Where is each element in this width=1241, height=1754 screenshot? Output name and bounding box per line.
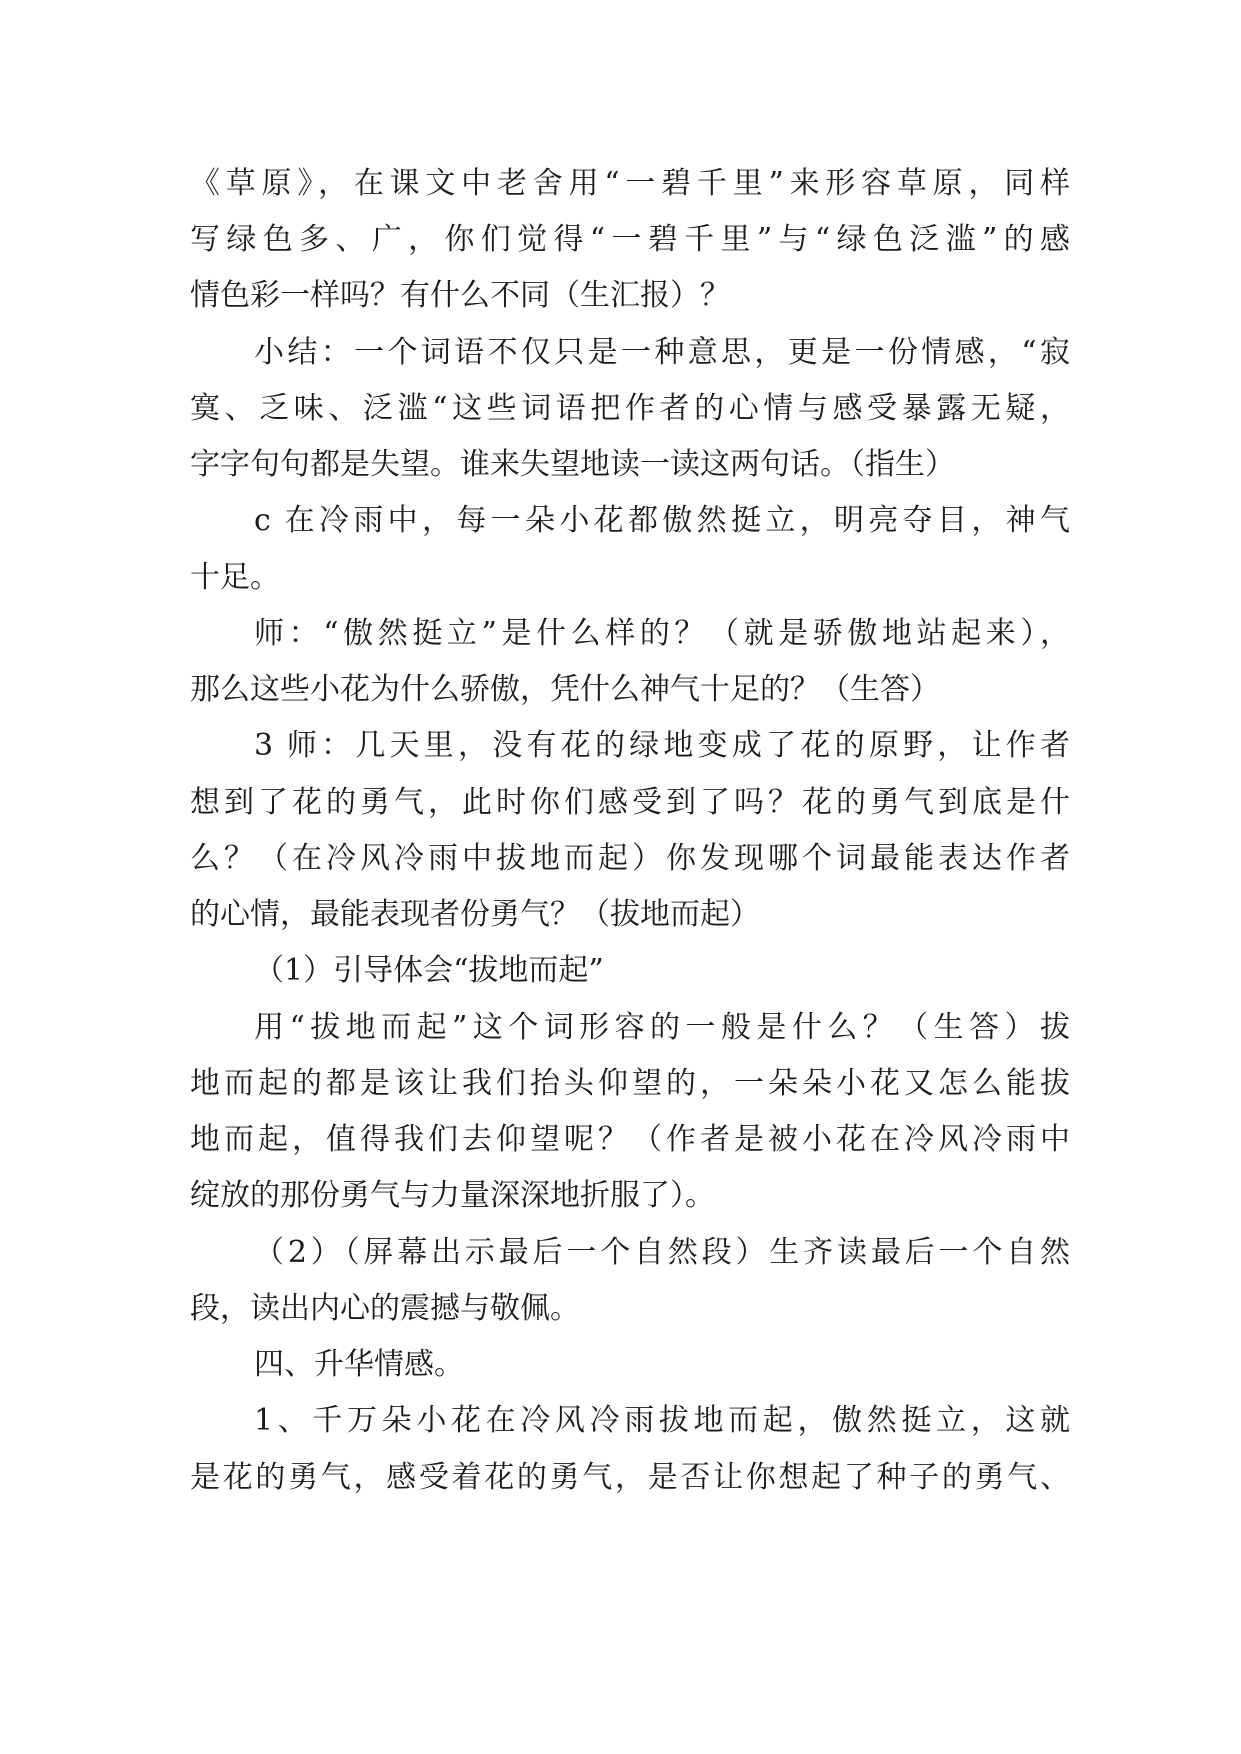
text-line: 写绿色多、广，你们觉得“一碧千里”与“绿色泛滥”的感 [190,222,1070,257]
text-line: 1、千万朵小花在冷风冷雨拔地而起，傲然挺立，这就 [254,1403,1070,1438]
text-line: 是花的勇气，感受着花的勇气，是否让你想起了种子的勇气、 [190,1460,1070,1495]
text-line: 小结：一个词语不仅只是一种意思，更是一份情感，“寂 [254,335,1070,370]
text-line: 字字句句都是失望。谁来失望地读一读这两句话。（指生） [190,447,955,482]
text-line: 地而起的都是该让我们抬头仰望的，一朵朵小花又怎么能拔 [190,1066,1070,1101]
section-heading: 四、升华情感。 [254,1347,464,1382]
text-line: 想到了花的勇气，此时你们感受到了吗？花的勇气到底是什 [190,785,1070,820]
text-line: c 在冷雨中，每一朵小花都傲然挺立，明亮夺目，神气 [254,503,1070,538]
text-line: 用“拔地而起”这个词形容的一般是什么？（生答）拔 [254,1010,1070,1045]
text-line: （1）引导体会“拔地而起” [254,953,604,988]
text-line: 《草原》，在课文中老舍用“一碧千里”来形容草原，同样 [190,166,1070,201]
text-line: 的心情，最能表现者份勇气？（拔地而起） [190,897,760,932]
text-line: 十足。 [190,560,280,595]
text-line: 3 师：几天里，没有花的绿地变成了花的原野，让作者 [254,728,1070,763]
text-line: （2）（屏幕出示最后一个自然段）生齐读最后一个自然 [254,1235,1070,1270]
text-line: 那么这些小花为什么骄傲，凭什么神气十足的？（生答） [190,672,940,707]
text-line: 寞、乏味、泛滥“这些词语把作者的心情与感受暴露无疑， [190,391,1070,426]
text-line: 绽放的那份勇气与力量深深地折服了）。 [190,1178,715,1213]
text-line: 情色彩一样吗？有什么不同（生汇报）？ [190,278,730,313]
text-line: 段，读出内心的震撼与敬佩。 [190,1291,580,1326]
text-line: 师：“傲然挺立”是什么样的？（就是骄傲地站起来）， [254,616,1070,651]
text-line: 地而起，值得我们去仰望呢？（作者是被小花在冷风冷雨中 [190,1122,1070,1157]
text-line: 么？（在冷风冷雨中拔地而起）你发现哪个词最能表达作者 [190,841,1070,876]
